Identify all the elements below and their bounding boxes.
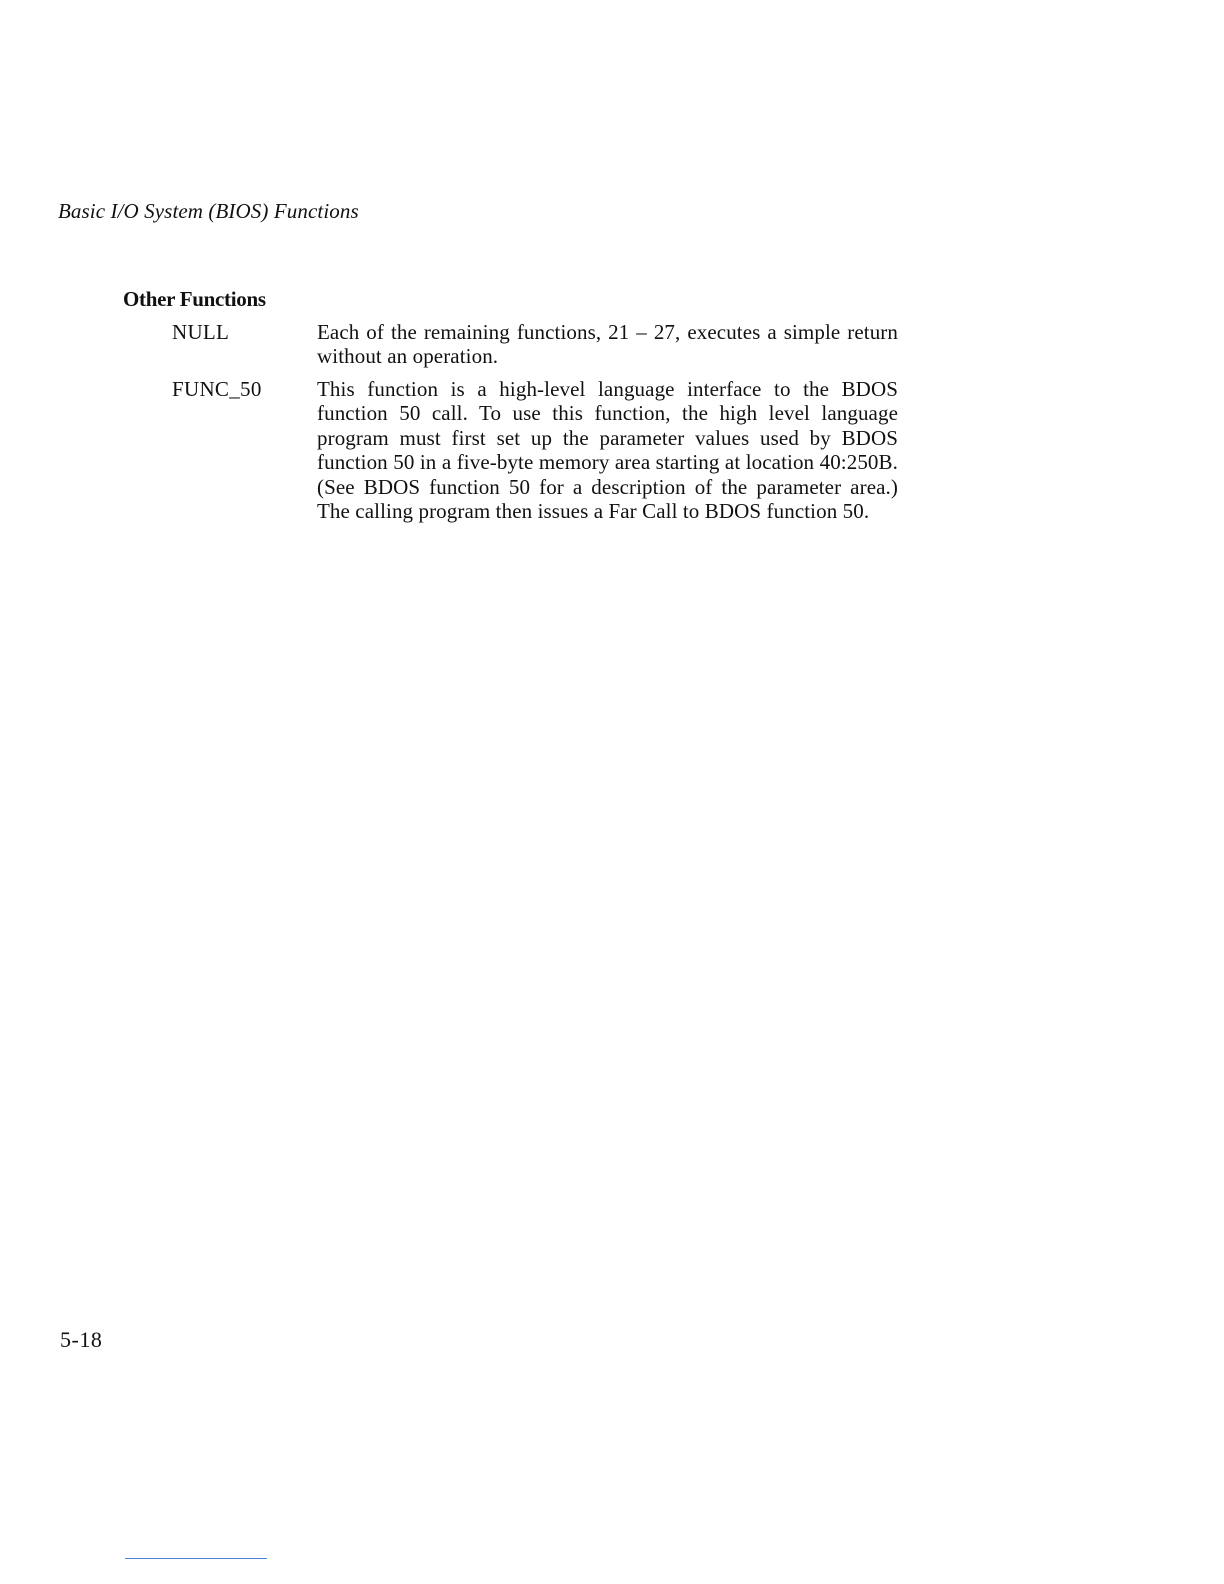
running-header: Basic I/O System (BIOS) Functions [58, 199, 359, 223]
entry-null [172, 320, 898, 369]
entry-description: This function is a high-level language interface to the BDOS function 50 call. To use this function, the high level language program must first set up the parameter values used by BDOS function 50 in a five-byte memory area starting at location 40:250B. (See BDOS function 50 for a description of the parameter area.) The calling program then issues a Far Call to BDOS function 50. [317, 377, 898, 524]
page-number: 5-18 [60, 1327, 103, 1352]
section-heading: Other Functions [123, 287, 266, 311]
footer-rule [125, 1558, 267, 1559]
entry-term: FUNC_50 [172, 377, 262, 401]
entry-func-50 [172, 377, 898, 523]
entry-description: Each of the remaining functions, 21 – 27, executes a simple return without an operation. [317, 320, 898, 369]
entry-term: NULL [172, 320, 230, 344]
